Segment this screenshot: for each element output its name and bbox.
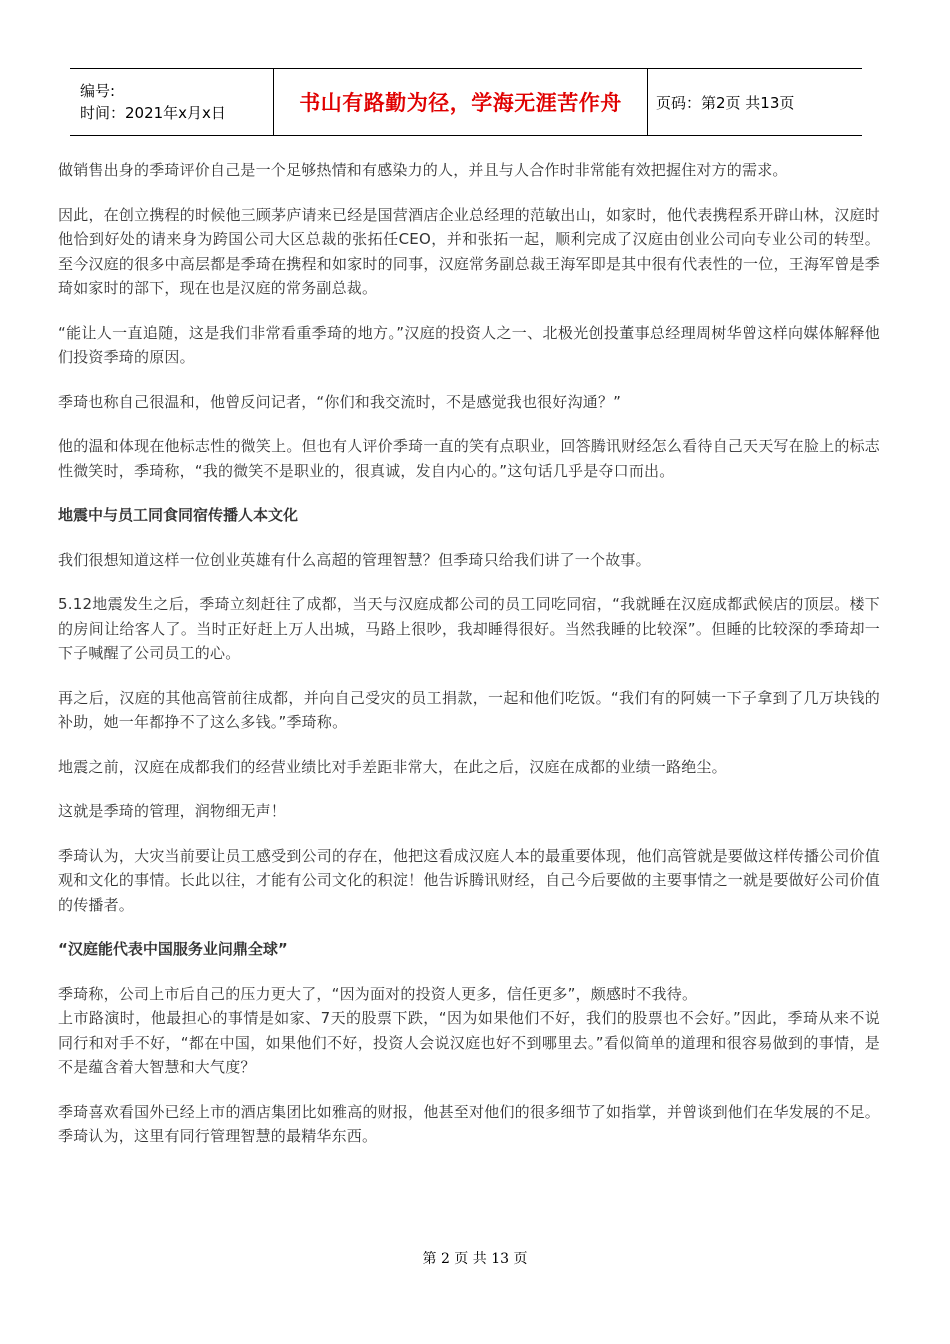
page-header [70, 68, 862, 136]
paragraph: 季琦认为，大灾当前要让员工感受到公司的存在，他把这看成汉庭人本的最重要体现，他们高管就是要做这样传播公司价值观和文化的事情。长此以往，才能有公司文化的积淀！他告诉腾讯财经，自己今后要做的主要事情之一就是要做好公司价值的传播者。 [58, 846, 880, 914]
page-label: 页码：第2页 共13页 [656, 93, 795, 112]
paragraph: “能让人一直追随，这是我们非常看重季琦的地方。”汉庭的投资人之一、北极光创投董事总经理周树华曾这样向媒体解释他们投资季琦的原因。 [58, 323, 880, 366]
paragraph: 再之后，汉庭的其他高管前往成都，并向自己受灾的员工捐款，一起和他们吃饭。“我们有的阿姨一下子拿到了几万块钱的补助，她一年都挣不了这么多钱。”季琦称。 [58, 688, 880, 731]
header-motto-cell [274, 69, 648, 135]
paragraph: 这就是季琦的管理，润物细无声！ [58, 802, 287, 820]
motto: 书山有路勤为径，学海无涯苦作舟 [299, 90, 622, 115]
paragraph: 季琦称，公司上市后自己的压力更大了，“因为面对的投资人更多，信任更多”，颇感时不我待。 [58, 984, 698, 1003]
page-footer: 第 2 页 共 13 页 [422, 1251, 528, 1267]
header-left-cell [70, 69, 274, 135]
number-label: 编号: [80, 82, 116, 100]
paragraph: 做销售出身的季琦评价自己是一个足够热情和有感染力的人，并且与人合作时非常能有效把握住对方的需求。 [58, 161, 788, 179]
paragraph: 5.12地震发生之后，季琦立刻赶往了成都，当天与汉庭成都公司的员工同吃同宿，“我就睡在汉庭成都武候店的顶层。楼下的房间让给客人了。当时正好赶上万人出城，马路上很吵，我却睡得很好。当然我睡的比较深”。但睡的比较深的季琦却一下子喊醒了公司员工的心。 [58, 595, 880, 662]
paragraph: 上市路演时，他最担心的事情是如家、7天的股票下跌，“因为如果他们不好，我们的股票也不会好。”因此，季琦从来不说同行和对手不好，“都在中国，如果他们不好，投资人会说汉庭也好不到哪里去。”看似简单的道理和很容易做到的事情，是不是蕴含着大智慧和大气度？ [58, 1009, 880, 1076]
header-right-cell [648, 69, 862, 135]
time-label: 时间：2021年x月x日 [80, 104, 226, 122]
paragraph: 季琦也称自己很温和，他曾反问记者，“你们和我交流时，不是感觉我也很好沟通？” [58, 392, 622, 411]
section-heading: 地震中与员工同食同宿传播人本文化 [58, 506, 299, 524]
paragraph: 他的温和体现在他标志性的微笑上。但也有人评价季琦一直的笑有点职业，回答腾讯财经怎么看待自己天天写在脸上的标志性微笑时，季琦称，“我的微笑不是职业的，很真诚，发自内心的。”这句话几乎是夺口而出。 [58, 437, 880, 480]
section-heading: “汉庭能代表中国服务业问鼎全球” [58, 940, 288, 958]
paragraph: 季琦喜欢看国外已经上市的酒店集团比如雅高的财报，他甚至对他们的很多细节了如指掌，并曾谈到他们在华发展的不足。季琦认为，这里有同行管理智慧的最精华东西。 [58, 1102, 880, 1145]
paragraph: 因此，在创立携程的时候他三顾茅庐请来已经是国营酒店企业总经理的范敏出山，如家时，他代表携程系开辟山林，汉庭时他恰到好处的请来身为跨国公司大区总裁的张拓任CEO，并和张拓一起，顺利完成了汉庭由创业公司向专业公司的转型。至今汉庭的很多中高层都是季琦在携程和如家时的同事，汉庭常务副总裁王海军即是其中很有代表性的一位，王海军曾是季琦如家时的部下，现在也是汉庭的常务副总裁。 [58, 205, 880, 297]
article-body [58, 158, 880, 1169]
paragraph: 我们很想知道这样一位创业英雄有什么高超的管理智慧？但季琦只给我们讲了一个故事。 [58, 550, 651, 569]
paragraph: 地震之前，汉庭在成都我们的经营业绩比对手差距非常大，在此之后，汉庭在成都的业绩一路绝尘。 [58, 757, 727, 776]
